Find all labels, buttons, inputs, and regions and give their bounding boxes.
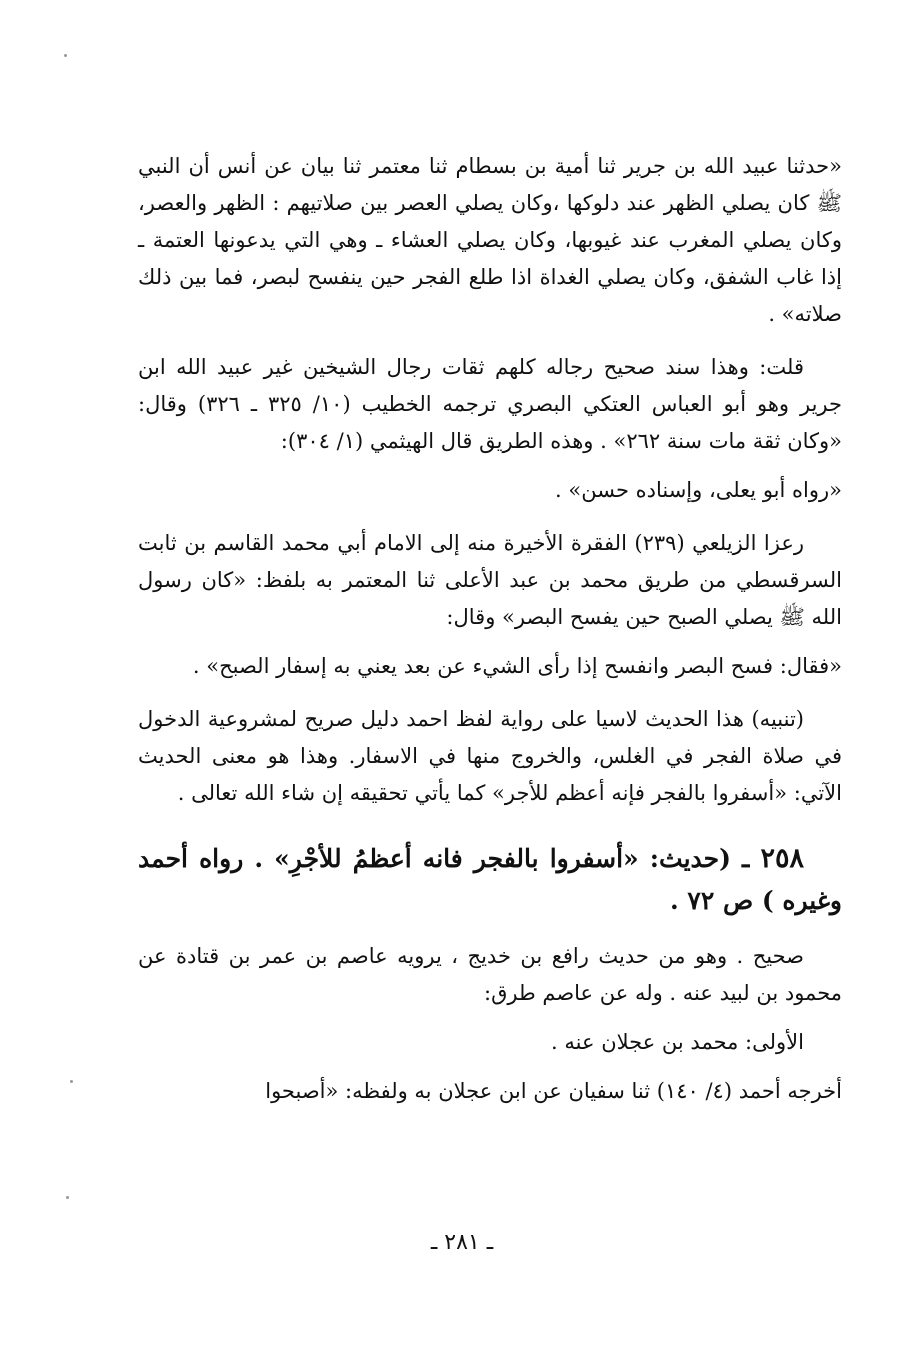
- scan-speck: [70, 1080, 73, 1083]
- note-paragraph: (تنبيه) هذا الحديث لاسيا على رواية لفظ احمد دليل صريح لمشروعية الدخول في صلاة الفجر في الغلس، والخروج منها في الاسفار. وهذا هو معنى الحديث الآتي: «أسفروا بالفجر فإنه أعظم للأجر» كما يأتي تحقيقه إن شاء الله تعالى .: [138, 707, 842, 805]
- route-paragraph: الأولى: محمد بن عجلان عنه .: [551, 1030, 804, 1054]
- scan-speck: [66, 1196, 69, 1199]
- quote-paragraph: «فقال: فسح البصر وانفسح إذا رأى الشيء عن بعد يعني به إسفار الصبح» .: [192, 654, 842, 678]
- hadith-text-paragraph: «حدثنا عبيد الله بن جرير ثنا أمية بن بسطام ثنا معتمر ثنا بيان عن أنس أن النبي ﷺ كان يصلي الظهر عند دلوكها ،وكان يصلي العصر بين صلاتيهم : الظهر والعصر، وكان يصلي المغرب عند غيوبها، وكان يصلي العشاء ـ وهي التي يدعونها العتمة ـ إذا غاب الشفق، وكان يصلي الغداة اذا طلع الفجر حين ينفسح لبصر، فما بين ذلك صلاته» .: [138, 154, 842, 326]
- page-body: [138, 148, 842, 1110]
- hadith-number: ٢٥٨: [760, 843, 804, 874]
- commentary-paragraph: قلت: وهذا سند صحيح رجاله كلهم ثقات رجال الشيخين غير عبيد الله ابن جرير وهو أبو العباس العتكي البصري ترجمه الخطيب (١٠/ ٣٢٥ ـ ٣٢٦) وقال: «وكان ثقة مات سنة ٢٦٢» . وهذه الطريق قال الهيثمي (١/ ٣٠٤):: [138, 355, 842, 453]
- hadith-heading-text: ـ (حديث: «أسفروا بالفجر فانه أعظمُ للأجْرِ» . رواه أحمد وغيره ) ص ٧٢ .: [138, 844, 842, 915]
- hadith-heading: [138, 838, 842, 922]
- quote-paragraph: «رواه أبو يعلى، وإسناده حسن» .: [555, 478, 842, 502]
- attribution-paragraph: رعزا الزيلعي (٢٣٩) الفقرة الأخيرة منه إلى الامام أبي محمد القاسم بن ثابت السرقسطي من طريق محمد بن عبد الأعلى ثنا المعتمر به بلفظ: «كان رسول الله ﷺ يصلي الصبح حين يفسح البصر» وقال:: [138, 531, 842, 629]
- page-number: ـ ٢٨١ ـ: [430, 1230, 494, 1255]
- scan-speck: [64, 54, 67, 57]
- grading-paragraph: صحيح . وهو من حديث رافع بن خديج ، يرويه عاصم بن عمر بن قتادة عن محمود بن لبيد عنه . وله عن عاصم طرق:: [138, 944, 842, 1005]
- source-paragraph: أخرجه أحمد (٤/ ١٤٠) ثنا سفيان عن ابن عجلان به ولفظه: «أصبحوا: [265, 1079, 842, 1103]
